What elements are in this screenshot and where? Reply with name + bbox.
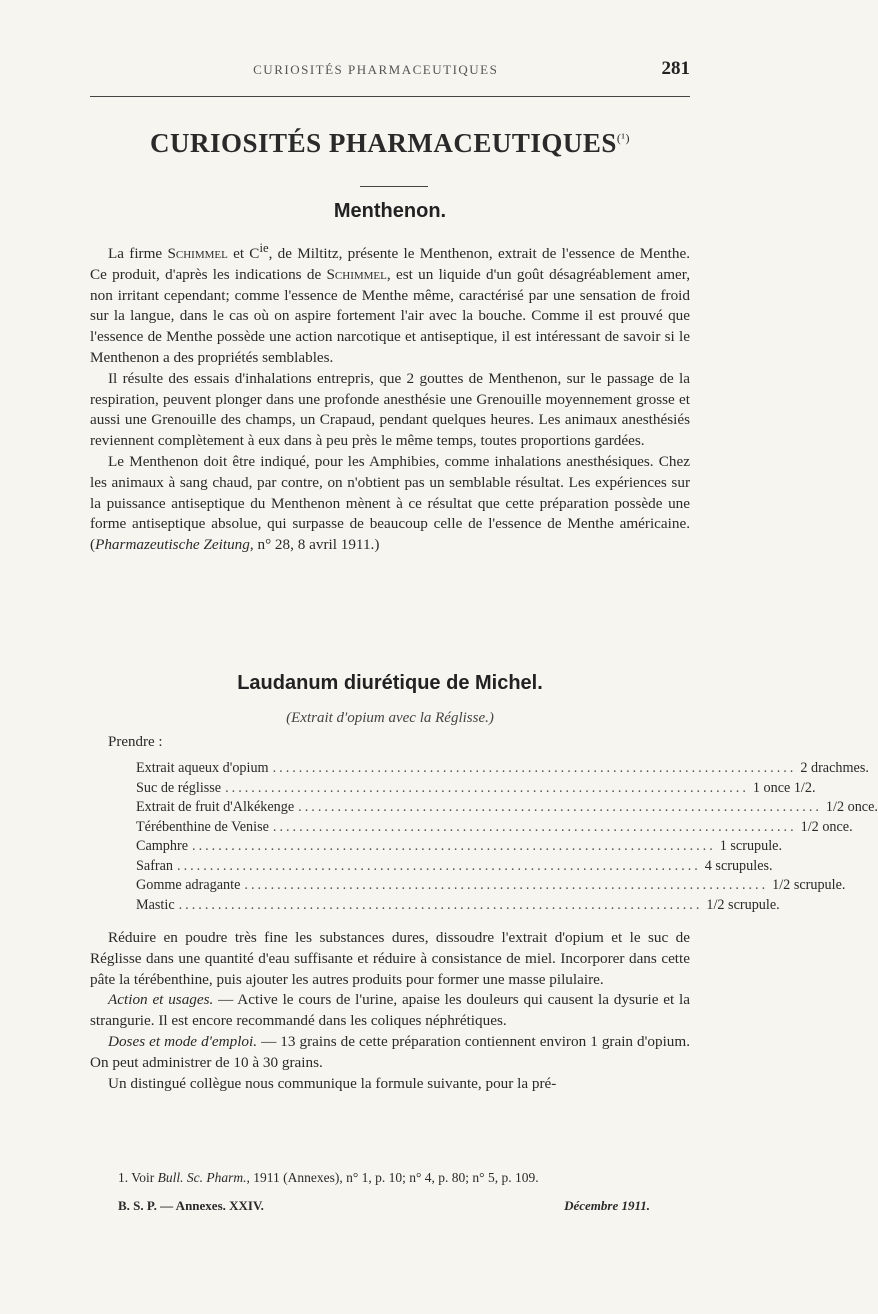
- source-citation: Pharmazeutische Zeitung: [95, 536, 250, 554]
- ingredient-name: Térébenthine de Venise: [136, 818, 269, 835]
- ingredient-name: Mastic: [136, 896, 175, 913]
- recipe-row: [136, 857, 773, 878]
- title-rule: [360, 186, 428, 187]
- ingredient-quantity: 2 drachmes.: [800, 760, 869, 776]
- recipe-list: [136, 760, 878, 916]
- laudanum-paragraph-4: Un distingué collègue nous communique la formule suivante, pour la pré-: [108, 1074, 557, 1092]
- footnote: [118, 1170, 690, 1186]
- section-title-laudanum: Laudanum diurétique de Michel.: [237, 672, 543, 694]
- laudanum-paragraph-3: [90, 1032, 690, 1074]
- ingredient-quantity: 4 scrupules.: [704, 857, 773, 874]
- text-run: , est un liquide d'un goût désagréablement amer, non irritant cependant; comme l'essence de Menthe même, caractérisé par une sensation de froid sur la langue, dans le cas où on aspire fortement l'air avec la bouche. Comme il est prouvé que l'essence de Menthe possède une action narcotique et antiseptique, il est intéressant de savoir si le Menthenon a des propriétés semblables.: [90, 265, 691, 367]
- text-run: 1. Voir: [118, 1170, 158, 1185]
- dot-leader: ................................................................................: [178, 896, 703, 913]
- text-run: , n° 28, 8 avril 1911.): [249, 536, 380, 554]
- firm-name: Schimmel: [167, 245, 228, 263]
- text-run: — Active le cours de l'urine, apaise les douleurs qui causent la dysurie et la strangurie. Il est encore recommandé dans les coliques néphrétiques.: [90, 991, 690, 1030]
- footnote-mark: (¹): [616, 131, 630, 145]
- menthenon-paragraph-2: Il résulte des essais d'inhalations entrepris, que 2 gouttes de Menthenon, sur le passage de la respiration, peuvent plonger dans une profonde anesthésie une Grenouille moyennement grosse et aussi une Grenouille des champs, un Crapaud, pendant quelques heures. Les animaux anesthésiés reviennent complètement à eux dans à peu près le même temps, toutes proportions gardées.: [90, 369, 690, 450]
- ingredient-quantity: 1 scrupule.: [719, 838, 783, 854]
- dot-leader: ................................................................................: [192, 838, 716, 854]
- recipe-row: [136, 779, 816, 800]
- text-run: et C: [227, 245, 260, 263]
- paragraph-label: Doses et mode d'emploi.: [108, 1032, 258, 1050]
- ingredient-quantity: 1/2 scrupule.: [706, 896, 780, 913]
- ingredient-quantity: 1/2 once.: [800, 818, 853, 835]
- issue-date: Décembre 1911.: [564, 1198, 650, 1213]
- header-rule: [90, 96, 690, 97]
- ingredient-quantity: 1/2 scrupule.: [772, 877, 846, 893]
- page-title-text: CURIOSITÉS PHARMACEUTIQUES: [150, 128, 617, 158]
- recipe-row: [136, 818, 853, 839]
- section-subtitle: (Extrait d'opium avec la Réglisse.): [286, 710, 494, 726]
- journal-citation: Bull. Sc. Pharm.: [157, 1170, 247, 1185]
- text-run: — 13 grains de cette préparation contiennent environ 1 grain d'opium. On peut administrer de 10 à 30 grains.: [90, 1032, 690, 1071]
- dot-leader: ................................................................................: [298, 799, 822, 815]
- ingredient-quantity: 1/2 once.: [825, 799, 878, 815]
- ingredient-name: Suc de réglisse: [136, 779, 222, 796]
- menthenon-paragraph-1: [90, 238, 690, 369]
- paragraph-label: Action et usages.: [108, 991, 214, 1009]
- laudanum-paragraph-1: Réduire en poudre très fine les substances dures, dissoudre l'extrait d'opium et le suc de Réglisse dans une quantité d'eau suffisante et réduire à consistance de miel. Incorporer dans cette pâte la térébenthine, puis ajouter les autres produits pour former une masse pilulaire.: [90, 929, 690, 988]
- ingredient-name: Extrait de fruit d'Alkékenge: [136, 799, 295, 815]
- text-run: , de Miltitz, présente le Menthenon, extrait de l'essence de Menthe. Ce produit, d'après les indications de: [90, 245, 690, 283]
- recipe-row: [136, 877, 846, 897]
- firm-name: Schimmel: [326, 265, 387, 283]
- recipe-row: [136, 760, 869, 780]
- laudanum-text: [90, 928, 690, 1094]
- running-head: [90, 58, 690, 80]
- menthenon-text: [90, 238, 690, 556]
- recipe-row: [136, 896, 780, 917]
- dot-leader: ................................................................................: [244, 877, 769, 893]
- dot-leader: ................................................................................: [177, 857, 701, 874]
- ingredient-name: Gomme adragante: [136, 877, 241, 893]
- prendre-label: Prendre :: [108, 734, 163, 750]
- dot-leader: ................................................................................: [272, 760, 797, 776]
- dot-leader: ................................................................................: [272, 818, 797, 835]
- recipe-row: [136, 838, 783, 858]
- recipe-row: [136, 799, 878, 819]
- ingredient-name: Camphre: [136, 838, 189, 854]
- ingredient-name: Extrait aqueux d'opium: [136, 760, 269, 776]
- section-title-menthenon: Menthenon.: [333, 200, 447, 222]
- running-title: CURIOSITÉS PHARMACEUTIQUES: [253, 62, 499, 77]
- volume-reference: B. S. P. — Annexes. XXIV.: [118, 1198, 264, 1213]
- text-run: , 1911 (Annexes), n° 1, p. 10; n° 4, p. 80; n° 5, p. 109.: [246, 1170, 539, 1185]
- page-title: [90, 128, 690, 159]
- text-run: La firme: [108, 245, 168, 263]
- ingredient-name: Safran: [136, 857, 174, 874]
- text-run: Le Menthenon doit être indiqué, pour les Amphibies, comme inhalations anesthésiques. Chez les animaux à sang chaud, par contre, on n'obtient pas un semblable résultat. Les expériences sur la puissance antiseptique du Menthenon mènent à ce résultat que cette préparation possède une forme antiseptique absolue, qui surpasse de beaucoup celle de l'essence de Menthe américaine. (: [90, 453, 690, 554]
- ingredient-quantity: 1 once 1/2.: [752, 779, 816, 796]
- superscript: ie: [259, 241, 269, 255]
- signature-line: [118, 1198, 650, 1214]
- dot-leader: ................................................................................: [225, 779, 749, 796]
- laudanum-paragraph-2: [90, 990, 690, 1032]
- menthenon-paragraph-3: [90, 452, 690, 556]
- page-number: 281: [661, 58, 690, 79]
